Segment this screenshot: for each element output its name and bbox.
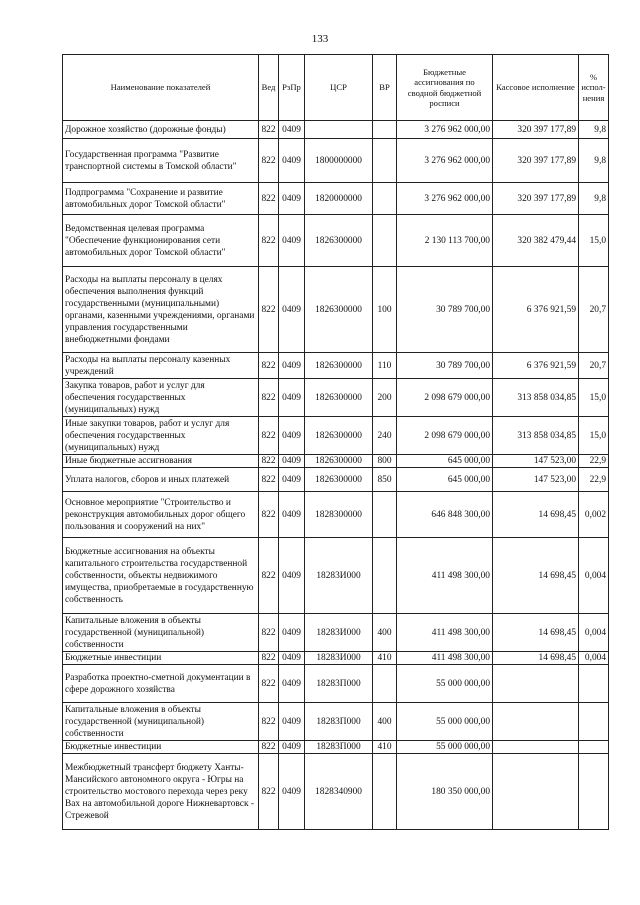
table-row bbox=[63, 139, 609, 183]
row-csr: 18283П000 bbox=[305, 665, 373, 703]
row-name: Подпрограмма "Сохранение и развитие автомобильных дорог Томской области" bbox=[63, 183, 259, 215]
row-name: Межбюджетный трансферт бюджету Ханты-Мансийского автономного округа - Югры на строительство мостового перехода через реку Вах на автомобильной дороге Нижневартовск - Стрежевой bbox=[63, 754, 259, 830]
row-vr bbox=[373, 139, 397, 183]
row-cash-execution: 313 858 034,85 bbox=[493, 379, 579, 417]
row-vr: 110 bbox=[373, 353, 397, 379]
table-row bbox=[63, 353, 609, 379]
row-execution-percent: 15,0 bbox=[579, 215, 609, 267]
row-cash-execution: 14 698,45 bbox=[493, 492, 579, 538]
header-csr: ЦСР bbox=[305, 55, 373, 121]
row-csr: 18283И000 bbox=[305, 614, 373, 652]
row-assignments: 3 276 962 000,00 bbox=[397, 183, 493, 215]
table-row bbox=[63, 492, 609, 538]
row-vr: 410 bbox=[373, 741, 397, 754]
row-ved: 822 bbox=[259, 538, 279, 614]
row-csr: 1826300000 bbox=[305, 379, 373, 417]
row-name: Расходы на выплаты персоналу в целях обеспечения выполнения функций государственными (муниципальными) органами, казенными учреждениями, органами управления государственными внебюджетными фондами bbox=[63, 267, 259, 353]
row-cash-execution bbox=[493, 741, 579, 754]
row-vr bbox=[373, 665, 397, 703]
row-ved: 822 bbox=[259, 121, 279, 139]
row-csr: 1826300000 bbox=[305, 468, 373, 492]
row-cash-execution bbox=[493, 754, 579, 830]
row-csr: 1826300000 bbox=[305, 215, 373, 267]
row-name: Иные закупки товаров, работ и услуг для обеспечения государственных (муниципальных) нужд bbox=[63, 417, 259, 455]
row-name: Ведомственная целевая программа "Обеспечение функционирования сети автомобильных дорог Томской области" bbox=[63, 215, 259, 267]
table-row bbox=[63, 183, 609, 215]
row-vr bbox=[373, 215, 397, 267]
row-assignments: 2 098 679 000,00 bbox=[397, 417, 493, 455]
row-ved: 822 bbox=[259, 652, 279, 665]
header-vr: ВР bbox=[373, 55, 397, 121]
table-row bbox=[63, 215, 609, 267]
table-row bbox=[63, 379, 609, 417]
row-rzpr: 0409 bbox=[279, 754, 305, 830]
row-csr: 1826300000 bbox=[305, 455, 373, 468]
row-rzpr: 0409 bbox=[279, 665, 305, 703]
row-cash-execution: 147 523,00 bbox=[493, 455, 579, 468]
row-assignments: 55 000 000,00 bbox=[397, 665, 493, 703]
table-row bbox=[63, 455, 609, 468]
row-name: Уплата налогов, сборов и иных платежей bbox=[63, 468, 259, 492]
row-csr: 1826300000 bbox=[305, 353, 373, 379]
row-rzpr: 0409 bbox=[279, 417, 305, 455]
row-ved: 822 bbox=[259, 139, 279, 183]
row-csr: 1820000000 bbox=[305, 183, 373, 215]
row-cash-execution: 313 858 034,85 bbox=[493, 417, 579, 455]
row-vr bbox=[373, 183, 397, 215]
header-assignments: Бюджетные ассигнования по сводной бюджетной росписи bbox=[397, 55, 493, 121]
row-ved: 822 bbox=[259, 703, 279, 741]
budget-table bbox=[62, 54, 609, 830]
row-vr: 240 bbox=[373, 417, 397, 455]
row-assignments: 411 498 300,00 bbox=[397, 614, 493, 652]
row-vr bbox=[373, 538, 397, 614]
header-ved: Вед bbox=[259, 55, 279, 121]
row-csr: 1828340900 bbox=[305, 754, 373, 830]
row-execution-percent: 15,0 bbox=[579, 417, 609, 455]
row-rzpr: 0409 bbox=[279, 492, 305, 538]
row-rzpr: 0409 bbox=[279, 741, 305, 754]
row-rzpr: 0409 bbox=[279, 353, 305, 379]
row-ved: 822 bbox=[259, 417, 279, 455]
row-execution-percent: 15,0 bbox=[579, 379, 609, 417]
row-ved: 822 bbox=[259, 455, 279, 468]
table-row bbox=[63, 703, 609, 741]
row-rzpr: 0409 bbox=[279, 267, 305, 353]
row-csr: 1800000000 bbox=[305, 139, 373, 183]
row-vr: 100 bbox=[373, 267, 397, 353]
row-csr: 18283И000 bbox=[305, 652, 373, 665]
header-name: Наименование показателей bbox=[63, 55, 259, 121]
row-ved: 822 bbox=[259, 353, 279, 379]
row-execution-percent: 9,8 bbox=[579, 121, 609, 139]
row-ved: 822 bbox=[259, 267, 279, 353]
row-vr: 800 bbox=[373, 455, 397, 468]
row-assignments: 411 498 300,00 bbox=[397, 652, 493, 665]
row-csr: 18283П000 bbox=[305, 741, 373, 754]
row-name: Бюджетные ассигнования на объекты капитального строительства государственной собственности, объекты недвижимого имущества, приобретаемые в государственную собственность bbox=[63, 538, 259, 614]
row-cash-execution bbox=[493, 703, 579, 741]
row-cash-execution: 14 698,45 bbox=[493, 652, 579, 665]
row-csr: 1826300000 bbox=[305, 417, 373, 455]
row-execution-percent: 9,8 bbox=[579, 183, 609, 215]
row-assignments: 55 000 000,00 bbox=[397, 741, 493, 754]
page-number: 133 bbox=[311, 33, 329, 45]
row-assignments: 3 276 962 000,00 bbox=[397, 121, 493, 139]
row-assignments: 645 000,00 bbox=[397, 455, 493, 468]
row-ved: 822 bbox=[259, 741, 279, 754]
table-row bbox=[63, 614, 609, 652]
row-ved: 822 bbox=[259, 468, 279, 492]
row-cash-execution: 320 397 177,89 bbox=[493, 183, 579, 215]
row-ved: 822 bbox=[259, 754, 279, 830]
row-cash-execution: 320 397 177,89 bbox=[493, 121, 579, 139]
table-row bbox=[63, 267, 609, 353]
row-vr: 410 bbox=[373, 652, 397, 665]
table-row bbox=[63, 741, 609, 754]
row-execution-percent: 22,9 bbox=[579, 455, 609, 468]
row-execution-percent: 0,004 bbox=[579, 538, 609, 614]
row-name: Расходы на выплаты персоналу казенных учреждений bbox=[63, 353, 259, 379]
row-assignments: 180 350 000,00 bbox=[397, 754, 493, 830]
row-rzpr: 0409 bbox=[279, 215, 305, 267]
row-execution-percent bbox=[579, 703, 609, 741]
header-execution-percent: % испол-нения bbox=[579, 55, 609, 121]
row-execution-percent: 0,004 bbox=[579, 614, 609, 652]
row-execution-percent: 22,9 bbox=[579, 468, 609, 492]
row-name: Иные бюджетные ассигнования bbox=[63, 455, 259, 468]
row-assignments: 30 789 700,00 bbox=[397, 267, 493, 353]
row-assignments: 2 130 113 700,00 bbox=[397, 215, 493, 267]
row-assignments: 2 098 679 000,00 bbox=[397, 379, 493, 417]
row-assignments: 411 498 300,00 bbox=[397, 538, 493, 614]
row-csr: 18283И000 bbox=[305, 538, 373, 614]
header-cash-execution: Кассовое исполнение bbox=[493, 55, 579, 121]
row-ved: 822 bbox=[259, 665, 279, 703]
row-name: Государственная программа "Развитие транспортной системы в Томской области" bbox=[63, 139, 259, 183]
row-execution-percent: 20,7 bbox=[579, 353, 609, 379]
row-name: Бюджетные инвестиции bbox=[63, 652, 259, 665]
row-cash-execution bbox=[493, 665, 579, 703]
table-row bbox=[63, 121, 609, 139]
row-vr bbox=[373, 121, 397, 139]
row-name: Капитальные вложения в объекты государственной (муниципальной) собственности bbox=[63, 703, 259, 741]
row-name: Разработка проектно-сметной документации в сфере дорожного хозяйства bbox=[63, 665, 259, 703]
row-cash-execution: 6 376 921,59 bbox=[493, 353, 579, 379]
row-cash-execution: 6 376 921,59 bbox=[493, 267, 579, 353]
row-ved: 822 bbox=[259, 183, 279, 215]
row-assignments: 30 789 700,00 bbox=[397, 353, 493, 379]
row-cash-execution: 320 382 479,44 bbox=[493, 215, 579, 267]
table-row bbox=[63, 538, 609, 614]
row-csr: 1826300000 bbox=[305, 267, 373, 353]
row-vr: 400 bbox=[373, 614, 397, 652]
row-execution-percent: 0,004 bbox=[579, 652, 609, 665]
table-row bbox=[63, 652, 609, 665]
row-ved: 822 bbox=[259, 492, 279, 538]
row-execution-percent: 9,8 bbox=[579, 139, 609, 183]
row-name: Бюджетные инвестиции bbox=[63, 741, 259, 754]
row-rzpr: 0409 bbox=[279, 183, 305, 215]
row-name: Капитальные вложения в объекты государственной (муниципальной) собственности bbox=[63, 614, 259, 652]
row-execution-percent bbox=[579, 754, 609, 830]
row-assignments: 646 848 300,00 bbox=[397, 492, 493, 538]
row-vr: 850 bbox=[373, 468, 397, 492]
row-cash-execution: 147 523,00 bbox=[493, 468, 579, 492]
row-assignments: 55 000 000,00 bbox=[397, 703, 493, 741]
row-csr: 18283П000 bbox=[305, 703, 373, 741]
row-execution-percent: 0,002 bbox=[579, 492, 609, 538]
row-cash-execution: 320 397 177,89 bbox=[493, 139, 579, 183]
row-vr: 400 bbox=[373, 703, 397, 741]
row-ved: 822 bbox=[259, 215, 279, 267]
table-row bbox=[63, 468, 609, 492]
row-csr bbox=[305, 121, 373, 139]
row-ved: 822 bbox=[259, 379, 279, 417]
row-execution-percent bbox=[579, 741, 609, 754]
row-ved: 822 bbox=[259, 614, 279, 652]
row-rzpr: 0409 bbox=[279, 455, 305, 468]
row-rzpr: 0409 bbox=[279, 703, 305, 741]
header-rzpr: РзПр bbox=[279, 55, 305, 121]
row-rzpr: 0409 bbox=[279, 121, 305, 139]
row-name: Закупка товаров, работ и услуг для обеспечения государственных (муниципальных) нужд bbox=[63, 379, 259, 417]
table-row bbox=[63, 417, 609, 455]
row-cash-execution: 14 698,45 bbox=[493, 538, 579, 614]
row-vr bbox=[373, 492, 397, 538]
table-row bbox=[63, 665, 609, 703]
table-header-row bbox=[63, 55, 609, 121]
row-rzpr: 0409 bbox=[279, 379, 305, 417]
row-vr: 200 bbox=[373, 379, 397, 417]
row-rzpr: 0409 bbox=[279, 139, 305, 183]
row-assignments: 645 000,00 bbox=[397, 468, 493, 492]
row-name: Основное мероприятие "Строительство и реконструкция автомобильных дорог общего пользования и сооружений на них" bbox=[63, 492, 259, 538]
row-rzpr: 0409 bbox=[279, 468, 305, 492]
row-csr: 1828300000 bbox=[305, 492, 373, 538]
row-rzpr: 0409 bbox=[279, 652, 305, 665]
row-execution-percent bbox=[579, 665, 609, 703]
table-row bbox=[63, 754, 609, 830]
row-vr bbox=[373, 754, 397, 830]
row-assignments: 3 276 962 000,00 bbox=[397, 139, 493, 183]
row-rzpr: 0409 bbox=[279, 614, 305, 652]
row-rzpr: 0409 bbox=[279, 538, 305, 614]
row-execution-percent: 20,7 bbox=[579, 267, 609, 353]
row-cash-execution: 14 698,45 bbox=[493, 614, 579, 652]
row-name: Дорожное хозяйство (дорожные фонды) bbox=[63, 121, 259, 139]
